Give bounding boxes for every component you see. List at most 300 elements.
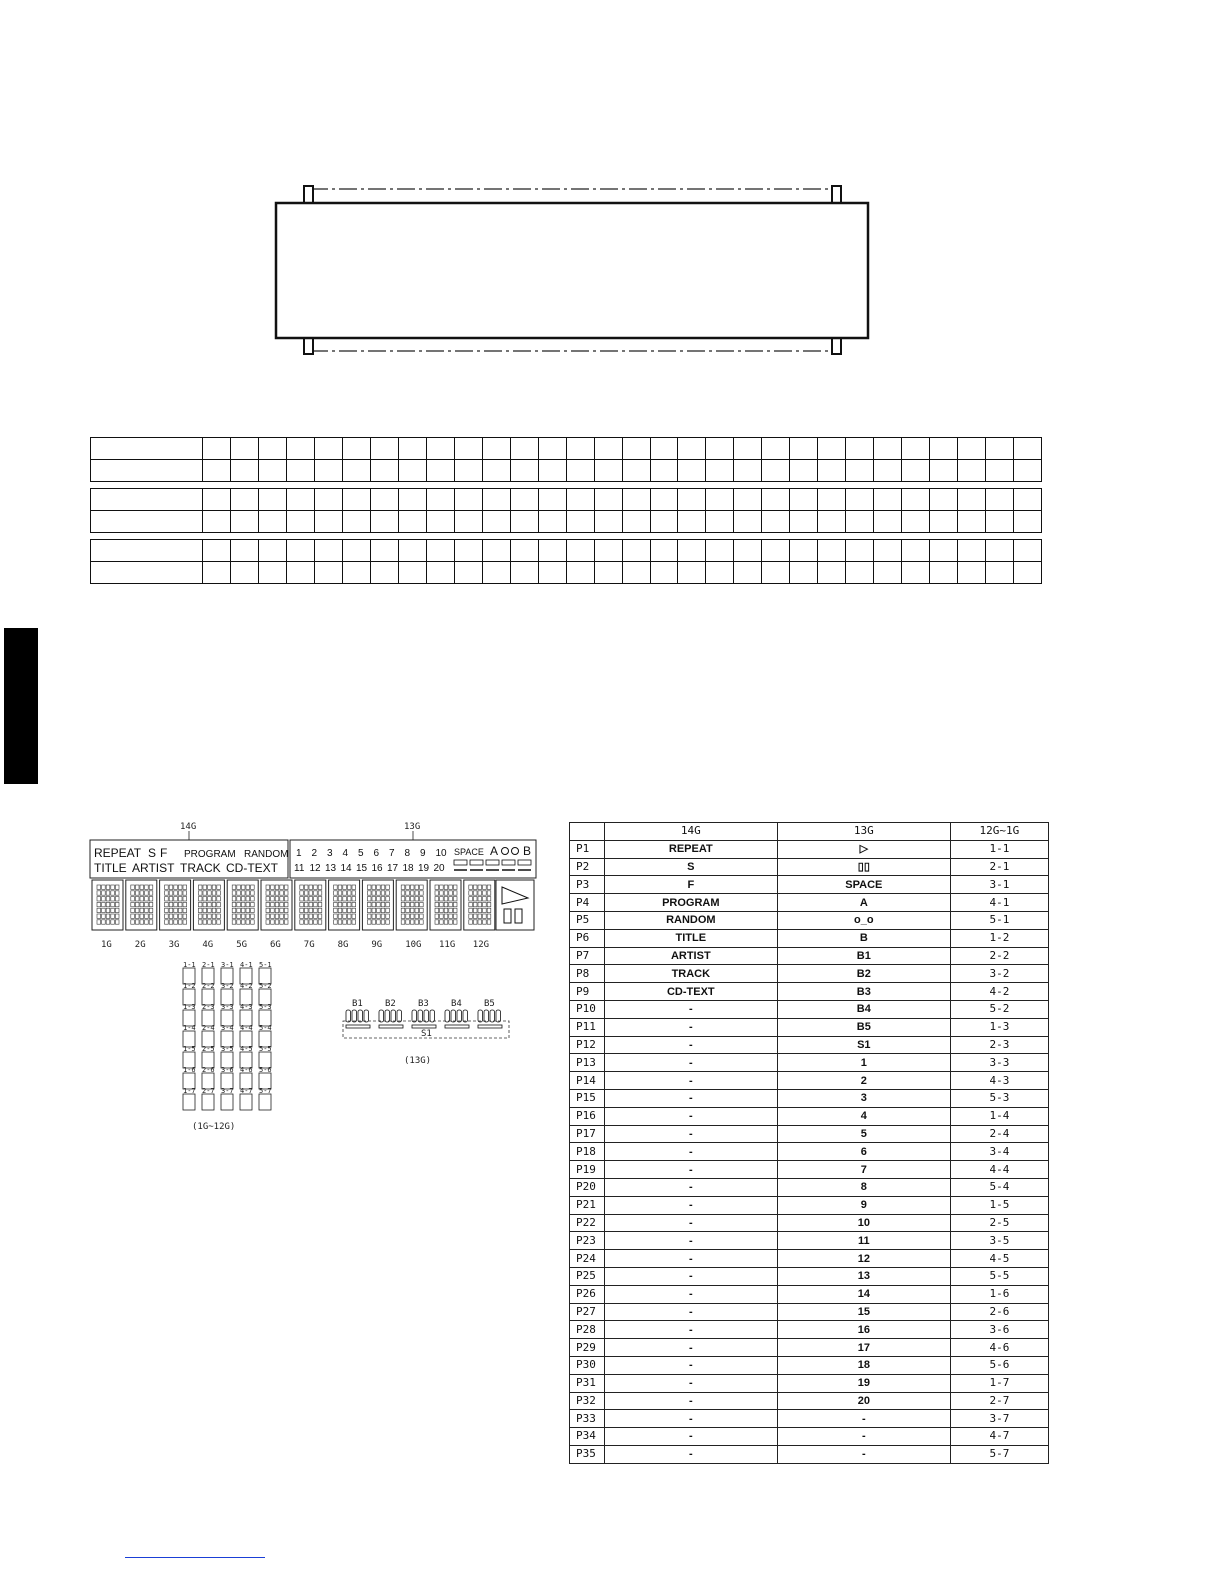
pin-cell [511, 489, 539, 510]
table-row [570, 1125, 1049, 1143]
ann-track: TRACK [180, 861, 221, 875]
grid-digit [295, 880, 326, 930]
pin-cell [790, 438, 818, 459]
pin-cell [315, 460, 343, 481]
ann-random: RANDOM [244, 849, 289, 860]
ann-s: S [148, 846, 157, 860]
pin-cell [287, 511, 315, 532]
grid-digit [227, 880, 258, 930]
cell-14g: - [604, 1089, 777, 1107]
table-row [570, 1196, 1049, 1214]
matrix-cell [183, 982, 196, 1005]
matrix-cell [240, 1087, 253, 1110]
pin-cell [846, 489, 874, 510]
table-row [570, 1267, 1049, 1285]
pin-cell [930, 438, 958, 459]
matrix-cell [202, 1087, 215, 1110]
pin-cell [986, 540, 1014, 561]
cell-13g: 18 [777, 1356, 950, 1374]
cell-14g: TITLE [604, 929, 777, 947]
pin-cell [986, 511, 1014, 532]
svg-text:3-1: 3-1 [221, 961, 234, 969]
pin-cell [818, 562, 846, 583]
table-row [570, 1410, 1049, 1428]
pin-cell [790, 562, 818, 583]
matrix-cell [221, 1087, 234, 1110]
pin-cell: P22 [570, 1214, 605, 1232]
pin-cell [483, 562, 511, 583]
pin-cell [902, 562, 930, 583]
pin-cell [986, 460, 1014, 481]
track-number: 10 [435, 848, 447, 859]
table-row [570, 965, 1049, 983]
pin-cell [455, 489, 483, 510]
pin-cell [762, 438, 790, 459]
table-row [570, 894, 1049, 912]
cell-12g-1g: 3-1 [950, 876, 1048, 894]
cell-12g-1g: 3-7 [950, 1410, 1048, 1428]
pin-cell: P8 [570, 965, 605, 983]
cell-13g: 19 [777, 1374, 950, 1392]
svg-text:3-3: 3-3 [221, 1003, 234, 1011]
mini-segment [470, 860, 483, 870]
pin-cell [539, 511, 567, 532]
svg-text:B2: B2 [385, 999, 396, 1009]
table-row [570, 1232, 1049, 1250]
pin-cell [567, 562, 595, 583]
track-number: 4 [342, 848, 349, 859]
cell-13g: B4 [777, 1000, 950, 1018]
ann-f: F [160, 846, 168, 860]
table-row [570, 1285, 1049, 1303]
pin-cell [651, 489, 679, 510]
cell-14g: - [604, 1125, 777, 1143]
pause-bar-icon [515, 909, 522, 923]
pin-cell [762, 540, 790, 561]
pin-cell [678, 489, 706, 510]
svg-text:2-5: 2-5 [202, 1045, 215, 1053]
svg-text:1-1: 1-1 [183, 961, 196, 969]
pin-cell [371, 438, 399, 459]
cell-12g-1g: 5-4 [950, 1178, 1048, 1196]
table-row [570, 1000, 1049, 1018]
pin-cell [399, 460, 427, 481]
pin-cell [846, 511, 874, 532]
cell-12g-1g: 2-6 [950, 1303, 1048, 1321]
matrix-cell [221, 1024, 234, 1047]
table-row [570, 876, 1049, 894]
cell-14g: - [604, 1232, 777, 1250]
pin-cell [231, 438, 259, 459]
repeat-circle-icon [502, 848, 509, 855]
pin-cell [846, 562, 874, 583]
track-number: 8 [404, 848, 411, 859]
pin-cell [930, 511, 958, 532]
footer-rule [125, 1557, 265, 1558]
pin-cell [371, 511, 399, 532]
cell-14g: - [604, 1339, 777, 1357]
track-number: 2 [311, 848, 318, 859]
pin-row [91, 459, 1041, 481]
pin-cell [958, 438, 986, 459]
pin-cell [595, 511, 623, 532]
table-row [570, 1250, 1049, 1268]
pin-cell [539, 562, 567, 583]
ann-title: TITLE [94, 861, 127, 875]
pin-cell [595, 460, 623, 481]
pin-cell [427, 438, 455, 459]
pin-cell [846, 438, 874, 459]
svg-text:2-6: 2-6 [202, 1066, 215, 1074]
track-number: 12 [309, 863, 321, 874]
cell-13g: 14 [777, 1285, 950, 1303]
cell-14g: - [604, 1250, 777, 1268]
table-row [570, 1178, 1049, 1196]
pin-cell: P20 [570, 1178, 605, 1196]
grid-label: 10G [405, 940, 422, 950]
matrix-cell [259, 1024, 272, 1047]
pin-cell [706, 489, 734, 510]
pin-cell [287, 562, 315, 583]
pin-cell [762, 489, 790, 510]
matrix-cell [183, 1066, 196, 1089]
pin-cell [930, 540, 958, 561]
track-number: 6 [373, 848, 380, 859]
cell-13g: S1 [777, 1036, 950, 1054]
pin-cell: P5 [570, 911, 605, 929]
svg-text:B3: B3 [418, 999, 429, 1009]
ann-artist: ARTIST [132, 861, 175, 875]
cell-13g: SPACE [777, 876, 950, 894]
cell-13g: ▷ [777, 840, 950, 858]
play-icon [502, 887, 528, 904]
cell-13g: 2 [777, 1072, 950, 1090]
pin-cell [231, 460, 259, 481]
cell-12g-1g: 5-1 [950, 911, 1048, 929]
pin-cell [483, 438, 511, 459]
cell-13g: 16 [777, 1321, 950, 1339]
pin-cell [874, 511, 902, 532]
cell-13g: - [777, 1410, 950, 1428]
cell-14g: - [604, 1054, 777, 1072]
svg-text:5-4: 5-4 [259, 1024, 272, 1032]
cell-14g: - [604, 1445, 777, 1463]
pin-cell [818, 540, 846, 561]
pin-cell [231, 562, 259, 583]
header-13g: 13G [777, 823, 950, 841]
pin-cell [483, 489, 511, 510]
pin-row-label [91, 511, 203, 532]
track-number: 17 [387, 863, 399, 874]
cell-14g: RANDOM [604, 911, 777, 929]
pin-cell [930, 489, 958, 510]
pin-cell [762, 511, 790, 532]
pin-cell [595, 562, 623, 583]
pin-row [91, 561, 1041, 583]
grid-digit [396, 880, 427, 930]
pin-cell [455, 438, 483, 459]
pin-cell [287, 438, 315, 459]
table-row [570, 840, 1049, 858]
pin-block [90, 437, 1042, 482]
track-number: 13 [325, 863, 337, 874]
pin-cell: P34 [570, 1428, 605, 1446]
ann-b: B [523, 844, 532, 858]
cell-13g: B3 [777, 983, 950, 1001]
pin-cell: P24 [570, 1250, 605, 1268]
table-row [570, 1036, 1049, 1054]
header-12g-1g: 12G~1G [950, 823, 1048, 841]
svg-text:3-7: 3-7 [221, 1087, 234, 1095]
cell-14g: - [604, 1143, 777, 1161]
pin-cell [567, 511, 595, 532]
cell-12g-1g: 4-3 [950, 1072, 1048, 1090]
mini-segment [502, 860, 515, 870]
section-tab [4, 628, 38, 784]
pin-cell [706, 562, 734, 583]
pin-cell: P2 [570, 858, 605, 876]
grid-label: 12G [472, 940, 490, 950]
cell-14g: - [604, 1036, 777, 1054]
svg-text:5-1: 5-1 [259, 961, 272, 969]
label-14g: 14G [180, 822, 197, 832]
pin-cell [455, 511, 483, 532]
grid-digit [92, 880, 123, 930]
pin-cell [986, 438, 1014, 459]
pin-cell [343, 511, 371, 532]
pin-cell [706, 511, 734, 532]
pin-cell: P14 [570, 1072, 605, 1090]
svg-text:1-5: 1-5 [183, 1045, 196, 1053]
pin-cell: P1 [570, 840, 605, 858]
segment-caption: (13G) [404, 1056, 432, 1066]
track-number: 5 [358, 848, 364, 859]
cell-12g-1g: 5-2 [950, 1000, 1048, 1018]
track-number: 1 [296, 848, 302, 859]
pin-cell [455, 562, 483, 583]
pin-cell [595, 438, 623, 459]
segment-group [346, 999, 370, 1028]
cell-13g: 20 [777, 1392, 950, 1410]
cell-13g: 7 [777, 1161, 950, 1179]
matrix-cell [240, 1003, 253, 1026]
pin-cell: P10 [570, 1000, 605, 1018]
pin-cell [930, 562, 958, 583]
cell-13g: 12 [777, 1250, 950, 1268]
matrix-cell [240, 1045, 253, 1068]
pin-cell [623, 562, 651, 583]
pin-cell [399, 562, 427, 583]
matrix-cell [221, 1045, 234, 1068]
pin-cell [455, 540, 483, 561]
pin-cell [651, 562, 679, 583]
cell-14g: CD-TEXT [604, 983, 777, 1001]
cell-12g-1g: 1-2 [950, 929, 1048, 947]
svg-text:4-7: 4-7 [240, 1087, 253, 1095]
cell-12g-1g: 1-6 [950, 1285, 1048, 1303]
table-row [570, 1321, 1049, 1339]
cell-13g: 9 [777, 1196, 950, 1214]
pin-row [91, 438, 1041, 459]
pin-cell [818, 489, 846, 510]
pin-cell: P7 [570, 947, 605, 965]
track-number: 20 [433, 863, 445, 874]
cell-12g-1g: 1-7 [950, 1374, 1048, 1392]
cell-14g: - [604, 1018, 777, 1036]
cell-13g: 15 [777, 1303, 950, 1321]
cell-13g: 3 [777, 1089, 950, 1107]
pin-cell [734, 489, 762, 510]
pin-cell [874, 489, 902, 510]
cell-13g: 10 [777, 1214, 950, 1232]
matrix-cell [183, 1024, 196, 1047]
pin-cell [874, 438, 902, 459]
svg-text:5-7: 5-7 [259, 1087, 272, 1095]
svg-text:1-4: 1-4 [183, 1024, 196, 1032]
matrix-cell [183, 961, 196, 984]
repeat-circle-icon [512, 848, 519, 855]
track-number: 15 [356, 863, 368, 874]
pin-cell [1014, 438, 1041, 459]
table-row [570, 983, 1049, 1001]
matrix-cell [240, 1024, 253, 1047]
pin-cell [427, 562, 455, 583]
pin-cell [399, 489, 427, 510]
header-pin [570, 823, 605, 841]
cell-14g: TRACK [604, 965, 777, 983]
cell-13g: 1 [777, 1054, 950, 1072]
ann-program: PROGRAM [184, 849, 236, 860]
grid-label: 3G [168, 940, 180, 950]
ann-a: A [490, 844, 499, 858]
track-number: 11 [294, 863, 305, 874]
pin-cell [371, 562, 399, 583]
svg-text:4-1: 4-1 [240, 961, 253, 969]
cell-12g-1g: 2-4 [950, 1125, 1048, 1143]
table-row [570, 1339, 1049, 1357]
track-number: 14 [340, 863, 352, 874]
pin-cell [259, 540, 287, 561]
pin-cell [259, 562, 287, 583]
matrix-caption: (1G~12G) [192, 1122, 236, 1132]
pin-cell: P17 [570, 1125, 605, 1143]
pin-cell [315, 511, 343, 532]
grid-label: 7G [303, 940, 315, 950]
pin-cell [818, 438, 846, 459]
pin-cell [203, 460, 231, 481]
matrix-cell [202, 1066, 215, 1089]
table-row [570, 1356, 1049, 1374]
pin-cell: P19 [570, 1161, 605, 1179]
cell-12g-1g: 5-3 [950, 1089, 1048, 1107]
pin-cell [734, 460, 762, 481]
pin-cell: P16 [570, 1107, 605, 1125]
segment-group [379, 999, 403, 1028]
pin-cell [287, 460, 315, 481]
pin-cell [259, 511, 287, 532]
pin-cell [762, 562, 790, 583]
svg-text:2-4: 2-4 [202, 1024, 215, 1032]
pin-cell [651, 511, 679, 532]
pin-cell [399, 438, 427, 459]
svg-text:5-5: 5-5 [259, 1045, 272, 1053]
cell-13g: - [777, 1445, 950, 1463]
cell-14g: F [604, 876, 777, 894]
mini-segment [518, 860, 531, 870]
cell-14g: - [604, 1410, 777, 1428]
grid-digit [329, 880, 360, 930]
segment-group [412, 999, 436, 1028]
pin-cell [231, 511, 259, 532]
pin-cell [846, 540, 874, 561]
pin-cell [427, 460, 455, 481]
mini-segment [486, 860, 499, 870]
pin-row [91, 510, 1041, 532]
pin-cell [1014, 562, 1041, 583]
pin-cell [874, 540, 902, 561]
table-row [570, 947, 1049, 965]
pin-cell [678, 562, 706, 583]
svg-text:5-6: 5-6 [259, 1066, 272, 1074]
cell-12g-1g: 4-2 [950, 983, 1048, 1001]
pin-cell [790, 460, 818, 481]
pin-cell [651, 438, 679, 459]
pin-cell [902, 511, 930, 532]
pin-cell [930, 460, 958, 481]
pin-cell [231, 489, 259, 510]
header-14g: 14G [604, 823, 777, 841]
play-pause-indicator [496, 880, 534, 930]
grid-label: 5G [236, 940, 248, 950]
grid-labels [101, 940, 489, 950]
svg-text:5-3: 5-3 [259, 1003, 272, 1011]
track-number: 18 [402, 863, 414, 874]
grid-label: 11G [439, 940, 456, 950]
matrix-cell [259, 961, 272, 984]
matrix-cell [259, 1066, 272, 1089]
pin-cell [511, 438, 539, 459]
cell-13g: 8 [777, 1178, 950, 1196]
pin-cell: P26 [570, 1285, 605, 1303]
cell-14g: - [604, 1178, 777, 1196]
pin-cell [539, 489, 567, 510]
pin-cell [958, 562, 986, 583]
matrix-cell [202, 982, 215, 1005]
svg-text:4-6: 4-6 [240, 1066, 253, 1074]
cell-12g-1g: 4-6 [950, 1339, 1048, 1357]
cell-13g: B5 [777, 1018, 950, 1036]
cell-13g: o_o [777, 911, 950, 929]
pin-cell [595, 540, 623, 561]
cell-14g: - [604, 1428, 777, 1446]
segment-group [445, 999, 469, 1028]
pin-cell: P18 [570, 1143, 605, 1161]
pin-cell [958, 511, 986, 532]
pin-cell [483, 460, 511, 481]
pin-cell [902, 438, 930, 459]
cell-14g: - [604, 1214, 777, 1232]
label-13g: 13G [404, 822, 421, 832]
pin-cell [623, 438, 651, 459]
pin-cell: P4 [570, 894, 605, 912]
svg-text:2-1: 2-1 [202, 961, 215, 969]
ann-cd-text: CD-TEXT [226, 861, 278, 875]
pin-cell [343, 540, 371, 561]
pin-cell [651, 460, 679, 481]
pin-cell [734, 540, 762, 561]
pin-block [90, 539, 1042, 584]
table-row [570, 1107, 1049, 1125]
